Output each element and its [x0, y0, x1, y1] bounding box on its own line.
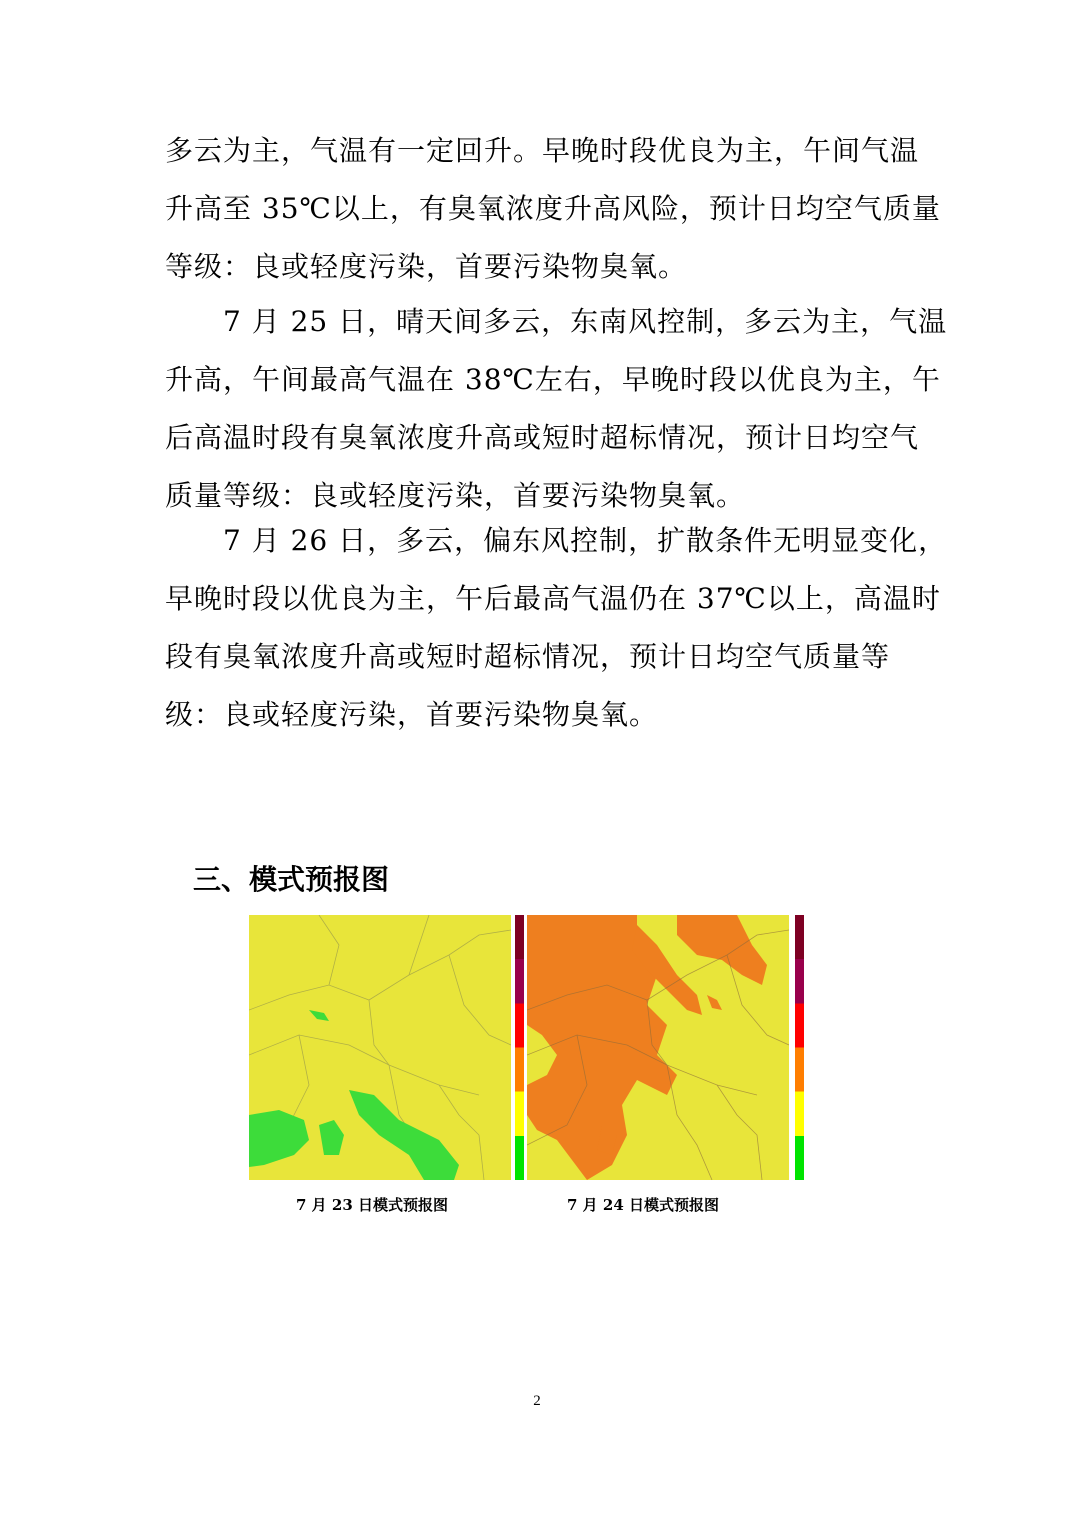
text-line: 多云为主，气温有一定回升。早晚时段优良为主，午间气温	[165, 134, 920, 167]
text-line: 质量等级：良或轻度污染，首要污染物臭氧。	[165, 479, 746, 512]
paragraph-1	[165, 122, 941, 296]
text-line: 7 月 26 日，多云，偏东风控制，扩散条件无明显变化，	[165, 524, 948, 557]
text-line: 升高，午间最高气温在 38℃左右，早晚时段以优良为主，午	[165, 363, 941, 396]
paragraph-2	[165, 293, 948, 525]
text-line: 等级：良或轻度污染，首要污染物臭氧。	[165, 250, 688, 283]
text-line: 级：良或轻度污染，首要污染物臭氧。	[165, 698, 659, 731]
figure-caption-1: 7 月 23 日模式预报图	[296, 1196, 448, 1214]
text-line: 升高至 35℃以上，有臭氧浓度升高风险，预计日均空气质量	[165, 192, 941, 225]
page-number: 2	[533, 1393, 541, 1409]
color-legend	[795, 915, 804, 1180]
text-line: 后高温时段有臭氧浓度升高或短时超标情况，预计日均空气	[165, 421, 920, 454]
forecast-map-jul24	[527, 915, 789, 1180]
figure-caption-2: 7 月 24 日模式预报图	[567, 1196, 719, 1214]
text-line: 段有臭氧浓度升高或短时超标情况，预计日均空气质量等	[165, 640, 891, 673]
text-line: 7 月 25 日，晴天间多云，东南风控制，多云为主，气温	[165, 305, 948, 338]
text-line: 早晚时段以优良为主，午后最高气温仍在 37℃以上，高温时	[165, 582, 941, 615]
section-heading: 三、模式预报图	[193, 863, 390, 896]
color-legend	[515, 915, 524, 1180]
paragraph-3	[165, 512, 948, 744]
forecast-map-jul23	[249, 915, 511, 1180]
